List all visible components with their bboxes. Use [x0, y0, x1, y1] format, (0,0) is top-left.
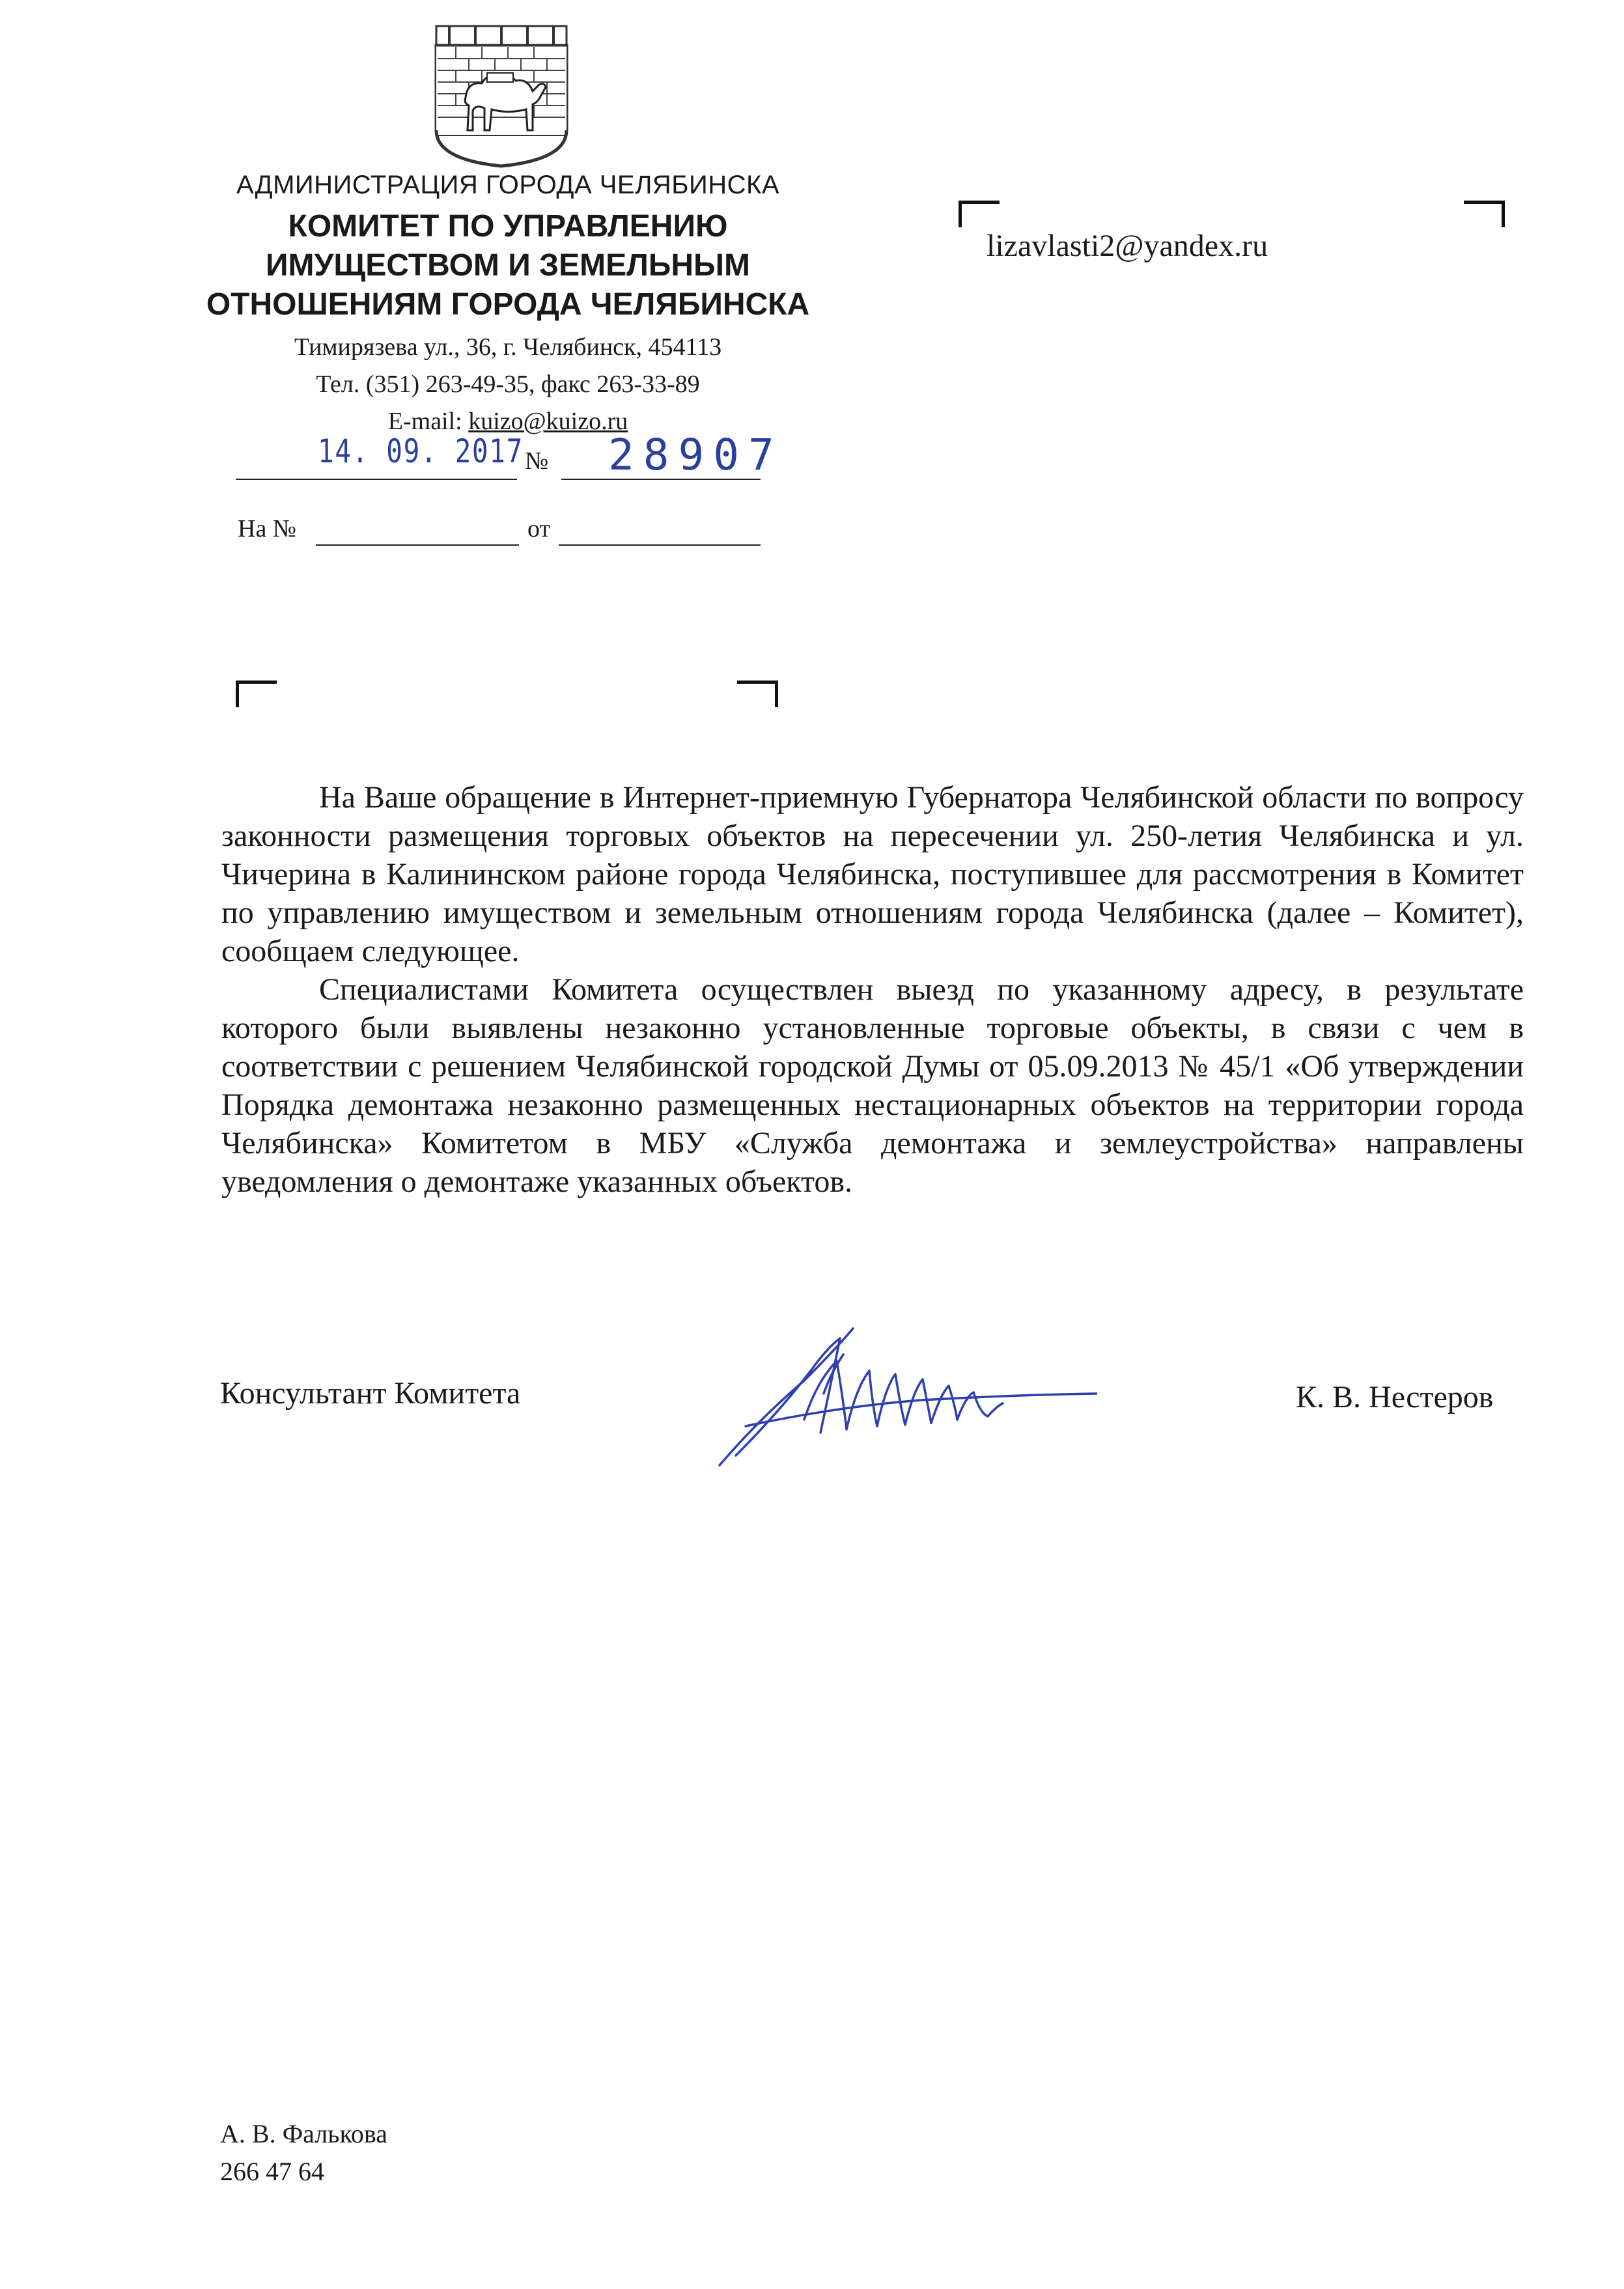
subject-corner-left [236, 681, 277, 707]
body-paragraph-1: На Ваше обращение в Интернет-приемную Губернатора Челябинской области по вопросу законности размещения торговых объектов на пересечении ул. 250-летия Челябинска и ул. Чичерина в Калининском районе города Челябинска, поступившее для рассмотрения в Комитет по управлению имуществом и земельным отношениям города Челябинска (далее – Комитет), сообщаем следующее. [221, 780, 1524, 968]
address: Тимирязева ул., 36, г. Челябинск, 454113 [294, 333, 722, 361]
email-link[interactable]: kuizo@kuizo.ru [468, 408, 628, 435]
recipient-email: lizavlasti2@yandex.ru [987, 229, 1268, 263]
letter-body [221, 778, 1524, 1201]
executor-block [220, 2115, 387, 2191]
body-paragraph-2: Специалистами Комитета осуществлен выезд по указанному адресу, в результате которого были выявлены незаконно установленные торговые объекты, в связи с чем в соответствии с решением Челябинской городской Думы от 05.09.2013 № 45/1 «Об утверждении Порядка демонтажа незаконно размещенных нестационарных объектов на территории города Челябинска» Комитетом в МБУ «Служба демонтажа и землеустройства» направлены уведомления о демонтаже указанных объектов. [221, 972, 1524, 1199]
handwritten-signature [707, 1309, 1097, 1478]
coat-of-arms-icon [430, 20, 573, 169]
committee-line-2: ИМУЩЕСТВОМ И ЗЕМЕЛЬНЫМ [266, 248, 750, 283]
registration-date-line [236, 479, 517, 480]
signatory-name: К. В. Нестеров [1296, 1380, 1494, 1414]
reply-date-label: от [527, 515, 551, 542]
recipient-corner-left [959, 201, 1000, 227]
subject-corner-right [737, 681, 778, 707]
executor-name: А. В. Фалькова [220, 2119, 387, 2148]
committee-name [169, 207, 847, 324]
committee-line-3: ОТНОШЕНИЯМ ГОРОДА ЧЕЛЯБИНСКА [206, 287, 810, 322]
reply-number-line [316, 544, 519, 546]
executor-phone: 266 47 64 [220, 2157, 324, 2186]
reply-number-label: На № [238, 515, 297, 542]
registration-number-stamp: 28907 [608, 430, 783, 480]
committee-line-1: КОМИТЕТ ПО УПРАВЛЕНИЮ [288, 209, 728, 244]
recipient-corner-right [1464, 201, 1505, 227]
email-label: E-mail: [387, 408, 469, 435]
letterhead-contacts [169, 329, 847, 440]
registration-date-stamp: 14. 09. 2017 [318, 432, 524, 470]
reply-date-line [559, 544, 761, 546]
administration-name: АДМИНИСТРАЦИЯ ГОРОДА ЧЕЛЯБИНСКА [236, 171, 779, 199]
registration-number-sign: № [525, 447, 549, 475]
phone: Тел. (351) 263-49-35, факс 263-33-89 [316, 371, 700, 398]
signatory-position: Консультант Комитета [220, 1376, 521, 1411]
